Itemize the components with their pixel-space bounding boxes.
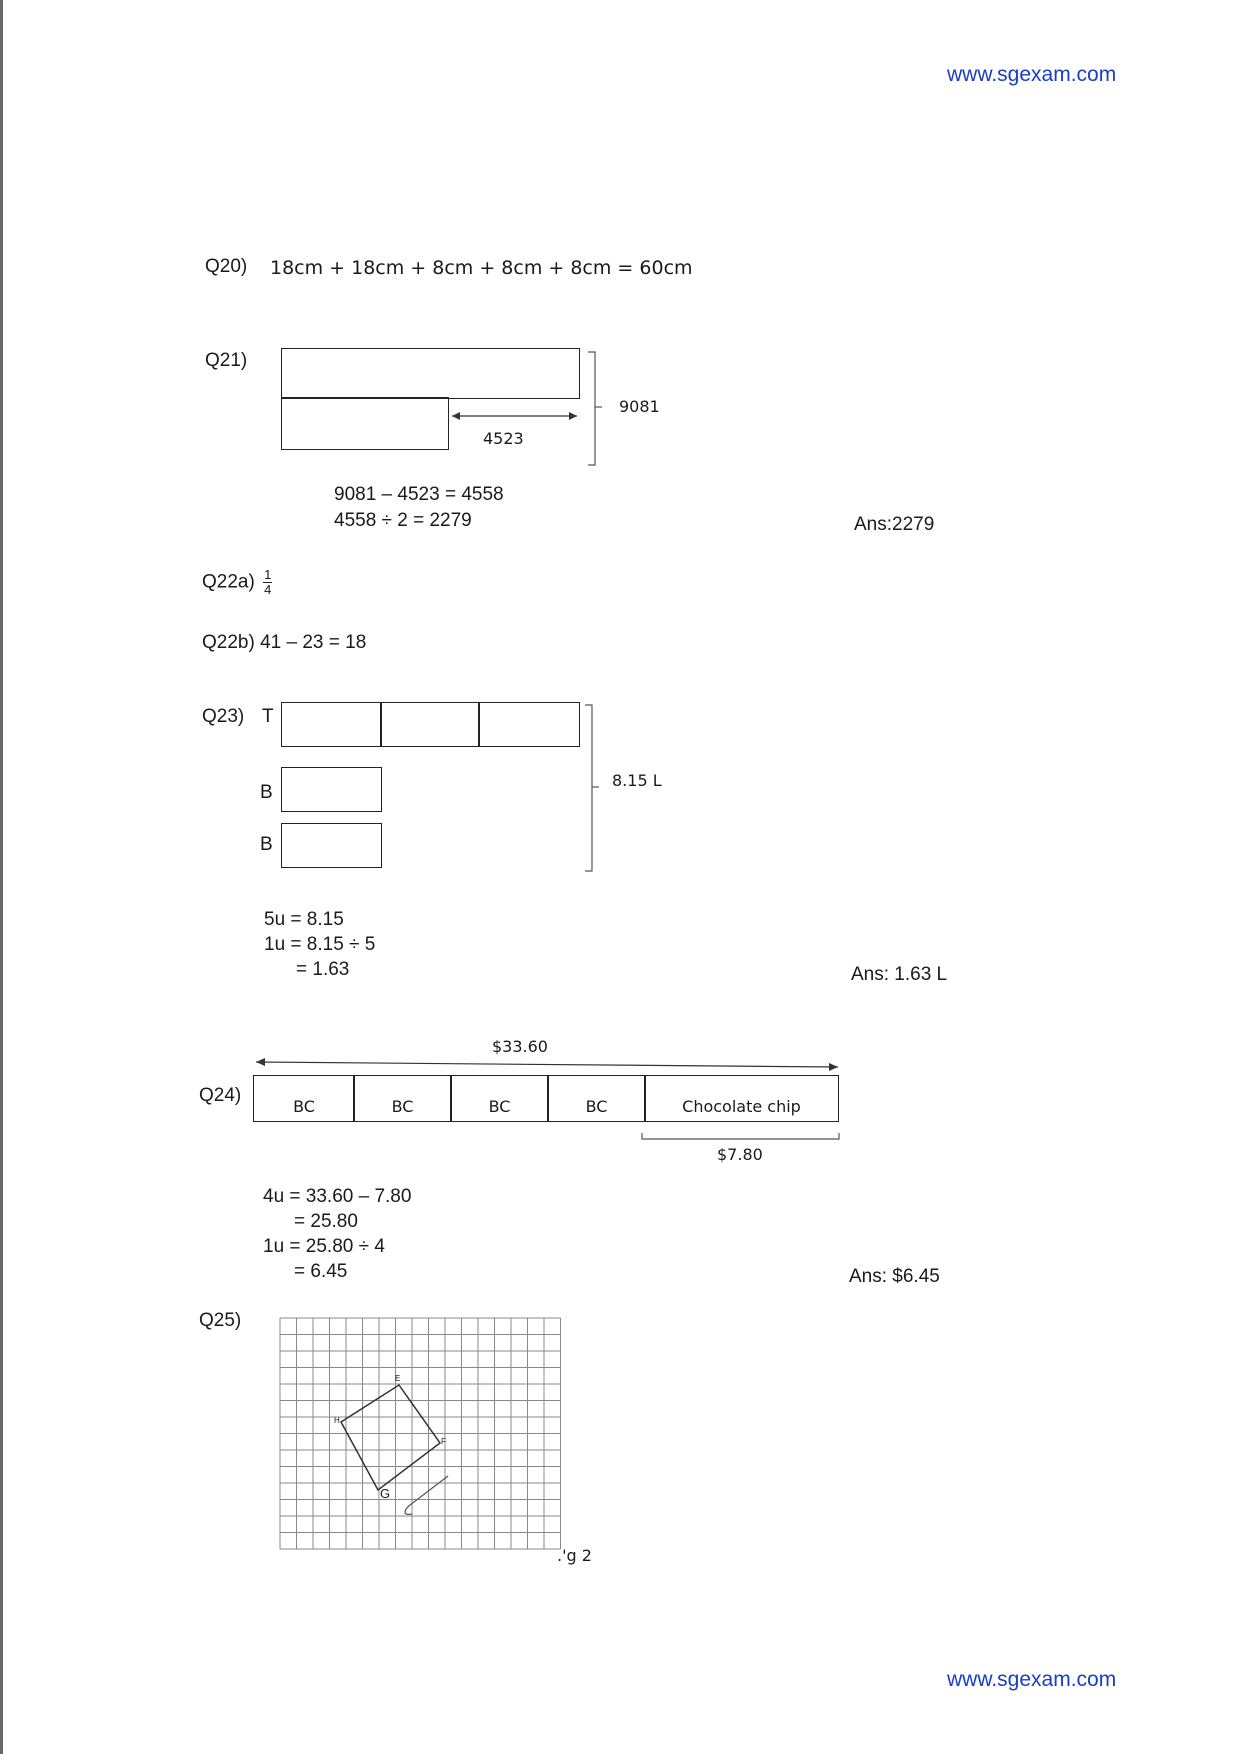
q22a-numerator: 1 <box>264 567 272 582</box>
q25-vertex-h: H <box>334 1416 340 1425</box>
q21-total-label: 9081 <box>619 397 660 416</box>
q25-vertex-e: E <box>395 1374 401 1383</box>
q20-label: Q20) <box>205 256 248 277</box>
q23-label: Q23) <box>202 706 245 727</box>
q24-working-line-2: = 25.80 <box>294 1211 358 1232</box>
q20-working: 18cm + 18cm + 8cm + 8cm + 8cm = 60cm <box>270 257 693 279</box>
q24-unit-bc-1: BC <box>253 1075 355 1122</box>
q23-row-label-t: T <box>262 706 274 727</box>
header-website-link[interactable]: www.sgexam.com <box>947 63 1117 86</box>
q22b-label: Q22b) <box>202 632 255 653</box>
q22b-working: 41 – 23 = 18 <box>260 632 367 653</box>
q21-difference-label: 4523 <box>483 429 524 448</box>
q22a-denominator: 4 <box>264 582 272 597</box>
q25-vertex-f: F <box>441 1437 446 1446</box>
q23-answer: Ans: 1.63 L <box>851 964 948 985</box>
footer-website-link[interactable]: www.sgexam.com <box>947 1668 1117 1691</box>
q23-row-label-b2: B <box>260 834 273 855</box>
q24-part-label: $7.80 <box>717 1145 763 1164</box>
q21-label: Q21) <box>205 350 248 371</box>
q23-working-line-2: 1u = 8.15 ÷ 5 <box>264 934 376 955</box>
q22a-label-text: Q22a) <box>202 571 255 593</box>
q25-pencil-hook <box>405 1505 412 1514</box>
q24-working-line-4: = 6.45 <box>294 1261 348 1282</box>
q24-unit-bc-4: BC <box>547 1075 646 1122</box>
q23-row-label-b1: B <box>260 782 273 803</box>
q25-grid-lines <box>280 1318 561 1549</box>
q21-working-line-1: 9081 – 4523 = 4558 <box>334 484 504 505</box>
q24-label: Q24) <box>199 1085 242 1106</box>
q23-working-line-1: 5u = 8.15 <box>264 909 344 930</box>
q24-unit-bc-2: BC <box>353 1075 452 1122</box>
q25-label: Q25) <box>199 1310 242 1331</box>
q24-unit-chocolate-chip: Chocolate chip <box>644 1075 839 1122</box>
q23-working-line-3: = 1.63 <box>296 959 350 980</box>
q21-answer: Ans:2279 <box>854 514 935 535</box>
q25-vertex-g: G <box>380 1486 391 1501</box>
q24-total-label: $33.60 <box>492 1037 548 1056</box>
q23-total-label: 8.15 L <box>612 771 662 790</box>
q24-answer: Ans: $6.45 <box>849 1266 940 1287</box>
q24-unit-bc-3: BC <box>450 1075 549 1122</box>
q24-working-line-3: 1u = 25.80 ÷ 4 <box>263 1236 385 1257</box>
q25-caption: .'g 2 <box>557 1546 592 1565</box>
q21-working-line-2: 4558 ÷ 2 = 2279 <box>334 510 472 531</box>
scan-edge <box>0 0 3 1754</box>
q24-working-line-1: 4u = 33.60 – 7.80 <box>263 1186 412 1207</box>
